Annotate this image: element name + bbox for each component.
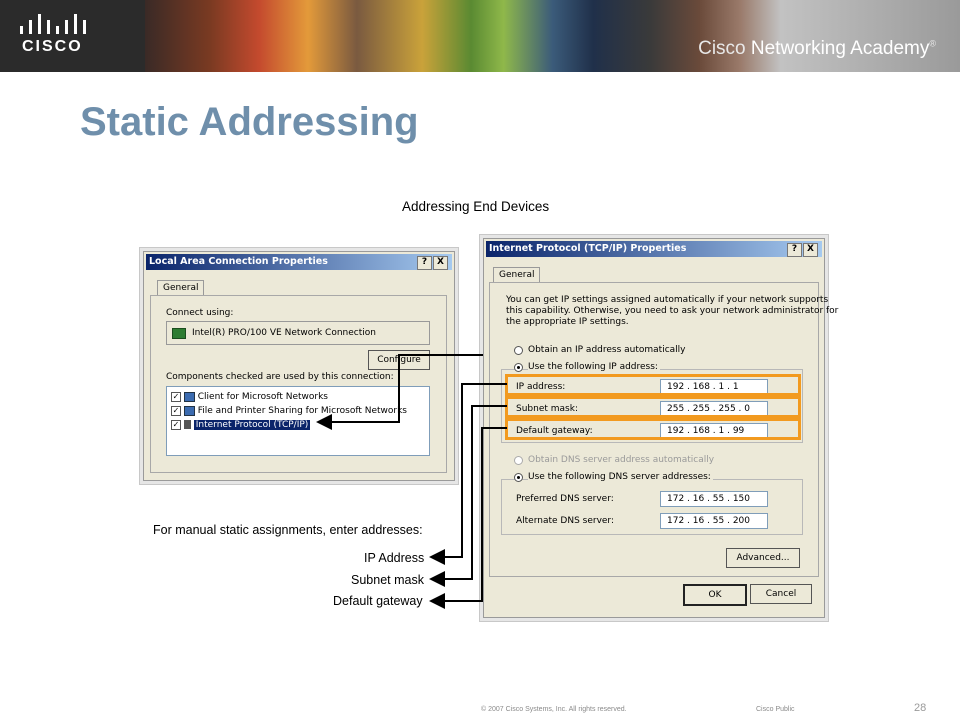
default-gateway-highlight (505, 418, 801, 440)
components-label: Components checked are used by this connection: (166, 372, 394, 382)
subnet-mask-label: Subnet mask: (516, 404, 578, 414)
close-button[interactable]: X (433, 256, 448, 270)
academy-wordmark: Cisco Networking Academy® (698, 38, 936, 59)
advanced-button[interactable]: Advanced... (726, 548, 800, 568)
alternate-dns-field[interactable]: 172 . 16 . 55 . 200 (660, 513, 768, 529)
preferred-dns-field[interactable]: 172 . 16 . 55 . 150 (660, 491, 768, 507)
checkbox[interactable]: ✓ (172, 419, 180, 429)
adapter-field (166, 321, 430, 345)
subnet-mask-field[interactable]: 255 . 255 . 255 . 0 (660, 401, 768, 417)
close-button[interactable]: X (803, 243, 818, 257)
protocol-icon (184, 420, 191, 429)
use-following-dns-radio[interactable] (514, 473, 523, 482)
checkbox[interactable]: ✓ (172, 391, 180, 401)
tcpip-titlebar: Internet Protocol (TCP/IP) Properties (486, 241, 822, 257)
subnet-mask-highlight (505, 396, 801, 418)
tab-general[interactable]: General (493, 267, 540, 283)
cisco-wordmark: CISCO (22, 38, 83, 55)
classification-label: Cisco Public (756, 706, 795, 713)
tcpip-properties-window (483, 238, 839, 618)
use-following-ip-label: Use the following IP address: (528, 362, 658, 372)
lan-properties-window (143, 251, 455, 481)
info-line-3: the appropriate IP settings. (506, 317, 629, 327)
computer-icon (184, 406, 195, 416)
use-following-ip-radio[interactable] (514, 363, 523, 372)
annotation-ip-address: IP Address (364, 551, 425, 565)
annotation-subnet-mask: Subnet mask (351, 573, 424, 587)
header-banner (0, 0, 960, 72)
lan-titlebar: Local Area Connection Properties (146, 254, 452, 270)
list-item[interactable]: ✓ File and Printer Sharing for Microsoft Networks (172, 405, 407, 416)
preferred-dns-label: Preferred DNS server: (516, 494, 614, 504)
cisco-logo (20, 12, 90, 60)
default-gateway-field[interactable]: 192 . 168 . 1 . 99 (660, 423, 768, 439)
banner-photo-strip (145, 0, 960, 72)
figure-caption: Addressing End Devices (402, 199, 550, 214)
help-button[interactable]: ? (417, 256, 432, 270)
annotation-intro: For manual static assignments, enter addresses: (153, 523, 423, 537)
page-number: 28 (914, 702, 927, 714)
slide-title: Static Addressing (80, 100, 419, 144)
adapter-name: Intel(R) PRO/100 VE Network Connection (192, 328, 376, 338)
cancel-button[interactable]: Cancel (750, 584, 812, 604)
use-following-dns-label: Use the following DNS server addresses: (528, 472, 711, 482)
obtain-ip-auto-radio[interactable] (514, 346, 523, 355)
ok-button[interactable]: OK (683, 584, 747, 606)
checkbox[interactable]: ✓ (172, 405, 180, 415)
copyright-notice: © 2007 Cisco Systems, Inc. All rights reserved. (481, 706, 627, 713)
obtain-ip-auto-label: Obtain an IP address automatically (528, 345, 686, 355)
alternate-dns-label: Alternate DNS server: (516, 516, 615, 526)
list-item[interactable]: ✓ Client for Microsoft Networks (172, 391, 328, 402)
help-button[interactable]: ? (787, 243, 802, 257)
obtain-dns-auto-label: Obtain DNS server address automatically (528, 455, 715, 465)
info-line-2: this capability. Otherwise, you need to ask your network administrator for (506, 306, 839, 316)
list-item[interactable]: ✓ Internet Protocol (TCP/IP) (172, 419, 309, 430)
network-card-icon (172, 328, 186, 339)
connect-using-label: Connect using: (166, 308, 234, 318)
obtain-dns-auto-radio[interactable] (514, 456, 523, 465)
info-line-1: You can get IP settings assigned automatically if your network supports (506, 295, 829, 305)
annotation-default-gateway: Default gateway (333, 594, 423, 608)
components-list (166, 386, 430, 456)
configure-button[interactable]: Configure (368, 350, 430, 370)
ip-address-field[interactable]: 192 . 168 . 1 . 1 (660, 379, 768, 395)
tab-general[interactable]: General (157, 280, 204, 296)
cisco-bars-icon (20, 12, 86, 34)
ip-address-label: IP address: (516, 382, 566, 392)
default-gateway-label: Default gateway: (516, 426, 593, 436)
computer-icon (184, 392, 195, 402)
ip-address-highlight (505, 374, 801, 396)
